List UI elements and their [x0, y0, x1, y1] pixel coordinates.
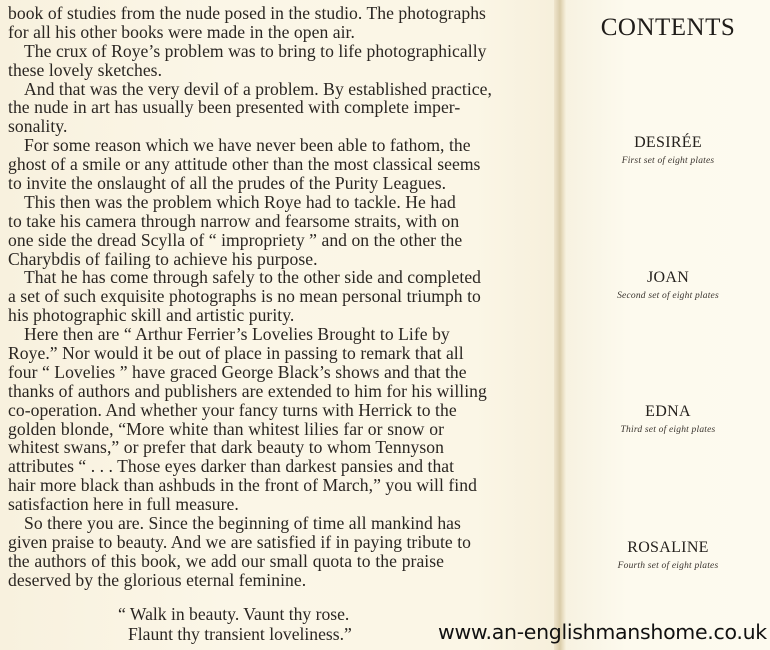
- text-line: golden blonde, “More white than whitest lilies far or snow or: [8, 418, 444, 439]
- text-line: the nude in art has usually been presented with complete imper-: [8, 97, 461, 118]
- toc-entry-description: Second set of eight plates: [617, 291, 719, 301]
- text-line: thanks of authors and publishers are extended to him for his willing: [8, 380, 487, 401]
- text-line: four “ Lovelies ” have graced George Black’s shows and that the: [8, 361, 467, 382]
- text-line: Here then are “ Arthur Ferrier’s Lovelies Brought to Life by: [24, 324, 450, 345]
- toc-entry-name: DESIRÉE: [634, 134, 702, 151]
- website-watermark: www.an-englishmanshome.co.uk: [438, 620, 767, 644]
- toc-entry-name: ROSALINE: [627, 539, 709, 556]
- text-line: these lovely sketches.: [8, 59, 163, 80]
- toc-entry-name: JOAN: [646, 269, 690, 286]
- text-line: This then was the problem which Roye had to tackle. He had: [24, 191, 456, 212]
- introduction-text: [8, 3, 492, 590]
- text-line: ghost of a smile or any attitude other than the most classical seems: [8, 154, 481, 175]
- toc-entry-name: EDNA: [645, 403, 691, 420]
- closing-verse: [118, 604, 352, 644]
- text-line: satisfaction here in full measure.: [8, 494, 239, 515]
- text-line: sonality.: [8, 116, 68, 137]
- text-line: his photographic skill and artistic purity.: [8, 305, 295, 326]
- toc-entry-description: First set of eight plates: [621, 156, 715, 166]
- text-line: one side the dread Scylla of “ impropriety ” and on the other the: [8, 229, 463, 250]
- book-gutter: [554, 0, 566, 650]
- text-line: a set of such exquisite photographs is no mean personal triumph to: [8, 286, 481, 307]
- toc-entry-description: Fourth set of eight plates: [617, 561, 719, 571]
- verse-line: “ Walk in beauty. Vaunt thy rose.: [118, 604, 350, 624]
- toc-entry-rosaline: [566, 538, 770, 571]
- text-line: the authors of this book, we add our small quota to the praise: [8, 550, 444, 571]
- text-line: deserved by the glorious eternal feminine.: [8, 569, 307, 590]
- text-line: That he has come through safely to the other side and completed: [24, 267, 482, 288]
- text-line: Roye.” Nor would it be out of place in passing to remark that all: [8, 343, 464, 364]
- text-line: So there you are. Since the beginning of time all mankind has: [24, 513, 461, 534]
- verse-line: Flaunt thy transient loveliness.”: [128, 624, 352, 644]
- text-line: hair more black than ashbuds in the front of March,” you will find: [8, 475, 477, 496]
- text-line: for all his other books were made in the open air.: [8, 21, 355, 42]
- text-line: given praise to beauty. And we are satisfied if in paying tribute to: [8, 531, 471, 552]
- toc-entry-edna: [566, 402, 770, 435]
- text-line: book of studies from the nude posed in the studio. The photographs: [8, 3, 486, 23]
- contents-title: CONTENTS: [600, 14, 736, 41]
- text-line: The crux of Roye’s problem was to bring to life photographically: [24, 40, 487, 61]
- text-line: attributes “ . . . Those eyes darker than darkest pansies and that: [8, 456, 455, 477]
- text-line: Charybdis of failing to achieve his purpose.: [8, 248, 318, 269]
- text-line: And that was the very devil of a problem. By established practice,: [24, 78, 492, 99]
- text-line: co-operation. And whether your fancy turns with Herrick to the: [8, 399, 457, 420]
- toc-entry-description: Third set of eight plates: [620, 425, 716, 435]
- text-line: to take his camera through narrow and fearsome straits, with on: [8, 210, 460, 231]
- text-line: For some reason which we have never been able to fathom, the: [24, 135, 471, 156]
- text-line: to invite the onslaught of all the prudes of the Purity Leagues.: [8, 173, 447, 194]
- toc-entry-joan: [566, 268, 770, 301]
- text-line: whitest swans,” or prefer that dark beauty to whom Tennyson: [8, 437, 444, 458]
- toc-entry-desiree: [566, 133, 770, 166]
